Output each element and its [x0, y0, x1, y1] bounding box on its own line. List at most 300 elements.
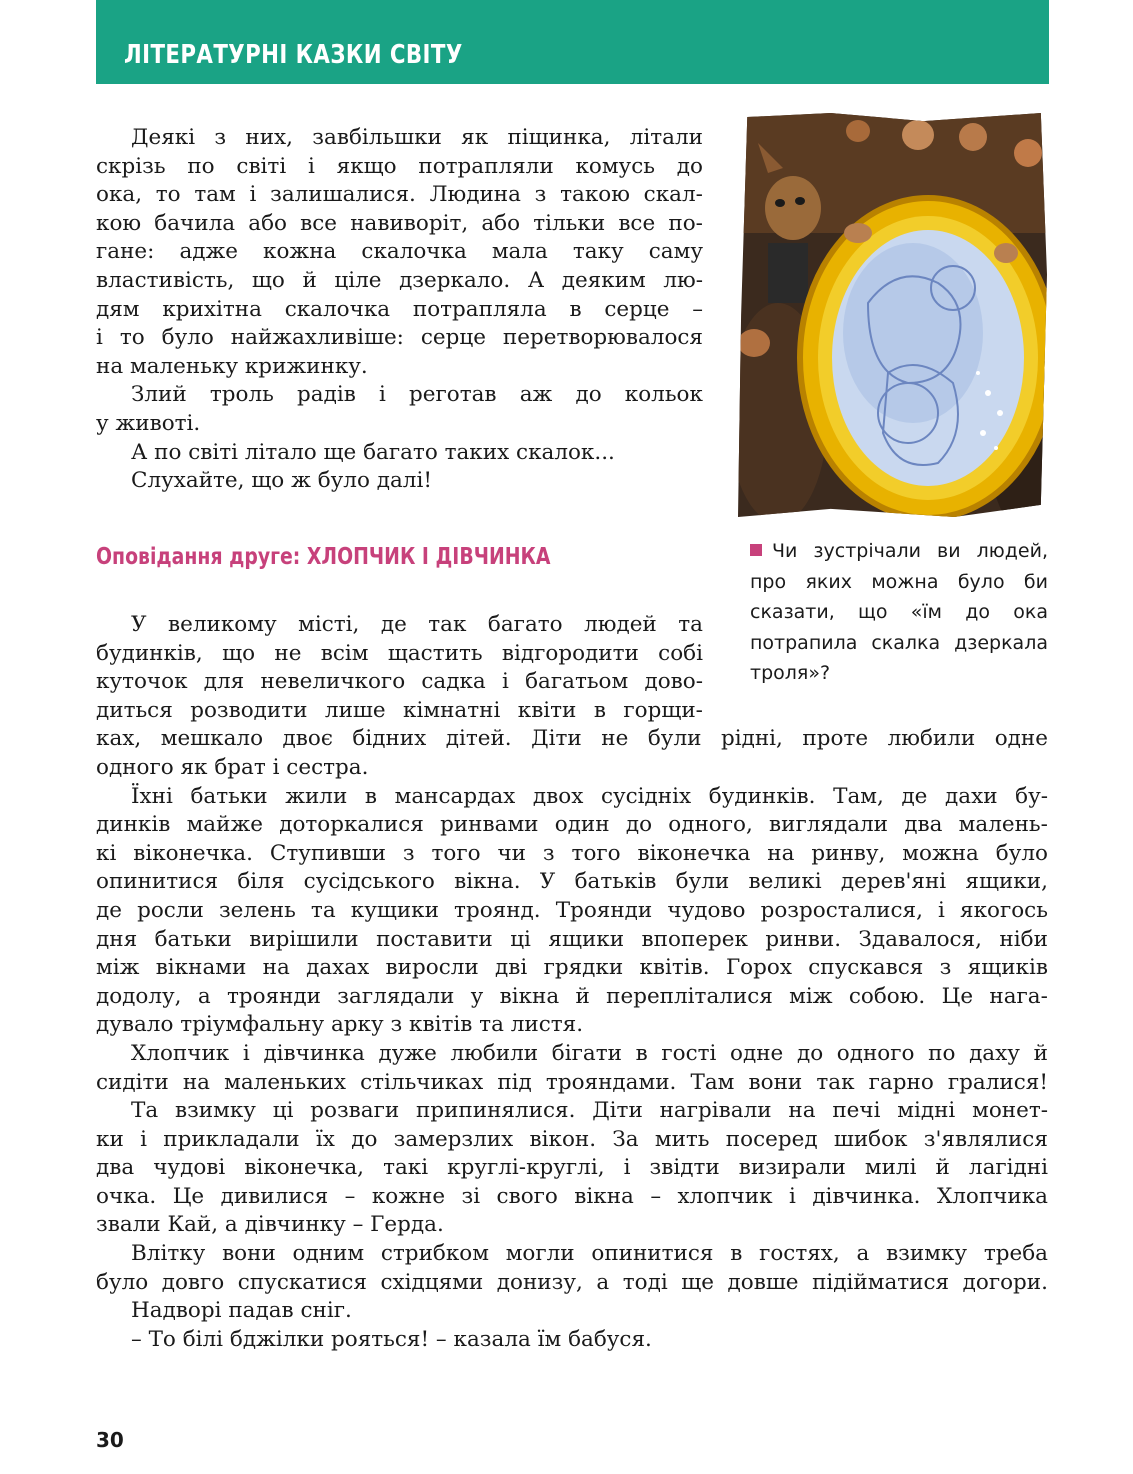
text-line — [96, 954, 1048, 983]
word: з — [542, 840, 555, 866]
word: двох — [532, 783, 584, 809]
word: розросталися, — [760, 897, 923, 923]
word: гарно — [868, 1069, 934, 1095]
word: дивилися — [220, 1183, 329, 1209]
word: кольок — [624, 382, 703, 408]
text-line — [96, 1040, 1048, 1069]
text-line — [96, 783, 1048, 812]
word: сусідського — [303, 869, 435, 895]
troll-mirror-illustration — [738, 113, 1047, 517]
text-line — [96, 840, 1048, 869]
word: монет- — [972, 1098, 1048, 1124]
word: вирішили — [249, 926, 359, 952]
word: і — [623, 1155, 631, 1181]
word: будинків. — [708, 783, 816, 809]
word: Хлопчик — [131, 1040, 230, 1066]
word: що — [222, 640, 256, 666]
word: Там, — [833, 783, 884, 809]
word: завбільшки — [312, 125, 442, 150]
word: мансардах — [394, 783, 516, 809]
word: багатьом — [525, 669, 629, 695]
word: таку — [572, 239, 624, 265]
word: вони — [748, 1069, 803, 1095]
text-line — [96, 1154, 1048, 1183]
word: маленьких — [224, 1069, 346, 1095]
word: в — [635, 1040, 648, 1066]
word: ящиків — [967, 955, 1048, 981]
word: багато — [487, 612, 563, 637]
text-line — [96, 754, 1048, 783]
line-text: дувало тріумфальну арку з квітів та листя. — [96, 1012, 584, 1038]
word: на — [767, 840, 795, 866]
word: любили — [887, 726, 976, 752]
word: рідні, — [720, 726, 783, 752]
text-line — [96, 897, 1048, 926]
word: ока, — [96, 182, 143, 208]
word: адже — [179, 239, 238, 265]
word: квіти — [517, 697, 577, 723]
word: лагідні — [968, 1155, 1048, 1181]
word: – — [692, 296, 703, 322]
word: між — [789, 983, 833, 1009]
text-line — [96, 697, 703, 726]
word: вікна — [499, 983, 560, 1009]
word: вікнами — [155, 955, 247, 981]
word: Ступивши — [269, 840, 386, 866]
text-line — [96, 124, 703, 153]
word: і — [501, 669, 509, 695]
word: на — [788, 1098, 816, 1124]
word: вікна — [574, 1183, 634, 1209]
word: розваги — [310, 1098, 400, 1124]
word: дівчинка. — [812, 1183, 921, 1209]
word: сидіти — [96, 1069, 169, 1095]
text-line — [96, 1011, 1048, 1040]
word: дям — [96, 296, 140, 322]
word: трояндами. — [545, 1069, 677, 1095]
line-text: – То білі бджілки рояться! – казала їм бабуся. — [131, 1326, 652, 1352]
word: Це — [941, 983, 974, 1009]
word: чудово — [667, 897, 746, 923]
word: милі — [864, 1155, 917, 1181]
word: саму — [648, 239, 703, 265]
word: ки — [96, 1126, 124, 1152]
word: донизу, — [496, 1269, 583, 1295]
word: виросли — [385, 955, 479, 981]
word: з'являлися — [923, 1126, 1048, 1152]
word: все — [618, 210, 656, 236]
word: одне — [994, 726, 1048, 752]
word: квітів. — [639, 955, 710, 981]
word: Діти — [531, 726, 582, 752]
caption-bullet-square-icon — [750, 544, 762, 556]
word: всім — [320, 640, 369, 666]
line-text: Надворі падав сніг. — [131, 1298, 352, 1324]
word: не — [274, 640, 302, 666]
word: два — [904, 812, 943, 838]
word: розводити — [190, 697, 308, 723]
caption-text: Чи зустрічали ви людей, про яких можна було би сказати, що «їм до ока потрапила скалка дзеркала троля»? — [750, 540, 1048, 684]
line-text: звали Кай, а дівчинку – Герда. — [96, 1212, 444, 1238]
word: ніби — [999, 926, 1048, 952]
word: Горох — [725, 955, 792, 981]
word: були — [675, 869, 730, 895]
word: Їхні — [131, 783, 173, 809]
word: все — [300, 210, 338, 236]
word: За — [612, 1126, 639, 1152]
text-line — [96, 238, 703, 267]
word: біля — [237, 869, 285, 895]
word: ці — [510, 926, 531, 952]
word: того — [571, 840, 621, 866]
word: гості — [661, 1040, 717, 1066]
word: або — [481, 210, 521, 236]
word: бачила — [154, 210, 236, 236]
word: комусь — [575, 153, 655, 179]
word: перетворювалося — [502, 325, 703, 351]
word: скрізь — [96, 153, 166, 179]
word: віконечка. — [133, 840, 253, 866]
word: великому — [168, 612, 277, 637]
word: під — [497, 1069, 532, 1095]
word: доторкалися — [279, 812, 424, 838]
word: де — [901, 783, 928, 809]
word: мешкало — [160, 726, 264, 752]
word: одним — [292, 1241, 365, 1267]
word: невеличкого — [260, 669, 406, 695]
word: нагрівали — [659, 1098, 772, 1124]
word: світі — [236, 153, 287, 179]
word: скалочка — [284, 296, 391, 322]
word: віконечка, — [244, 1155, 365, 1181]
word: прикладали — [163, 1126, 300, 1152]
word: дово- — [644, 669, 703, 695]
text-block-1 — [96, 124, 703, 496]
word: літали — [629, 125, 703, 150]
word: то — [119, 325, 145, 351]
word: віконечка — [637, 840, 751, 866]
word: Троянди — [555, 897, 653, 923]
word: виглядали — [769, 812, 888, 838]
text-line — [96, 410, 703, 439]
section-heading: Оповідання друге: ХЛОПЧИК І ДІВЧИНКА — [96, 544, 551, 570]
word: опинитися — [96, 869, 219, 895]
word: а — [856, 1241, 870, 1267]
word: потрапляли — [418, 153, 554, 179]
word: кімнатні — [403, 697, 501, 723]
line-text: на маленьку крижинку. — [96, 353, 368, 379]
word: додолу, — [96, 983, 182, 1009]
word: такою — [560, 182, 630, 208]
word: них, — [245, 125, 294, 150]
word: грядки — [543, 955, 624, 981]
word: будинків, — [96, 640, 203, 666]
word: У — [539, 869, 556, 895]
word: хлопчик — [677, 1183, 773, 1209]
word: й — [935, 1155, 950, 1181]
text-line — [96, 467, 703, 496]
line-text: Слухайте, що ж було далі! — [131, 468, 432, 494]
word: піщинка, — [507, 125, 611, 150]
text-line — [96, 1326, 1048, 1355]
word: визирали — [738, 1155, 846, 1181]
word: і — [140, 1126, 147, 1152]
word: дерев'яні — [840, 869, 947, 895]
word: ці — [272, 1098, 294, 1124]
word: на — [262, 955, 290, 981]
text-line — [96, 983, 1048, 1012]
word: троянди — [226, 983, 321, 1009]
word: навиворіт, — [350, 210, 469, 236]
word: то — [155, 182, 181, 208]
text-line — [96, 296, 703, 325]
word: з — [214, 125, 227, 150]
word: замерзлих — [393, 1126, 514, 1152]
word: Та — [131, 1098, 159, 1124]
word: і — [96, 325, 103, 351]
word: могли — [505, 1241, 575, 1267]
word: скал- — [643, 182, 703, 208]
word: Діти — [592, 1098, 643, 1124]
word: гане: — [96, 239, 155, 265]
word: так — [816, 1069, 855, 1095]
word: вікон. — [529, 1126, 597, 1152]
word: чудові — [153, 1155, 226, 1181]
word: Там — [690, 1069, 735, 1095]
word: залишалися. — [270, 182, 416, 208]
text-line — [96, 1211, 1048, 1240]
word: малень- — [958, 812, 1048, 838]
word: було — [161, 325, 214, 351]
word: якогось — [960, 897, 1048, 923]
word: мідні — [897, 1098, 956, 1124]
word: лише — [324, 697, 386, 723]
word: найжахливіше: — [230, 325, 404, 351]
word: вони — [222, 1241, 276, 1267]
word: одне — [730, 1040, 784, 1066]
word: або — [248, 210, 287, 236]
word: шибок — [833, 1126, 908, 1152]
word: з — [939, 955, 952, 981]
text-line — [96, 725, 1048, 754]
word: троянд. — [454, 897, 541, 923]
word: з — [402, 840, 415, 866]
word: заглядали — [337, 983, 455, 1009]
word: майже — [186, 812, 263, 838]
text-line — [96, 1297, 1048, 1326]
word: там — [194, 182, 236, 208]
word: бу- — [1015, 783, 1048, 809]
word: зелень — [218, 897, 296, 923]
word: кою — [96, 210, 142, 236]
word: до — [625, 812, 653, 838]
word: взимку — [886, 1241, 968, 1267]
word: звідти — [649, 1155, 720, 1181]
word: якщо — [336, 153, 397, 179]
word: сусідніх — [600, 783, 692, 809]
word: росли — [137, 897, 204, 923]
word: і — [242, 1040, 250, 1066]
text-line — [96, 153, 703, 182]
text-line — [96, 181, 703, 210]
word: У — [131, 612, 147, 637]
word: Це — [172, 1183, 205, 1209]
word: й — [302, 267, 317, 293]
word: в — [569, 296, 582, 322]
text-line — [96, 640, 703, 669]
word: тільки — [533, 210, 606, 236]
word: тоді — [622, 1269, 668, 1295]
word: стрибком — [380, 1241, 489, 1267]
word: довше — [727, 1269, 799, 1295]
word: круглі-круглі, — [447, 1155, 605, 1181]
word: так — [428, 612, 467, 637]
word: гостях, — [759, 1241, 840, 1267]
word: два — [96, 1155, 135, 1181]
word: східцями — [380, 1269, 484, 1295]
word: одного, — [668, 812, 753, 838]
word: і — [378, 382, 386, 408]
word: куточок — [96, 669, 188, 695]
text-line — [96, 1240, 1048, 1269]
word: людей — [584, 612, 657, 637]
word: було — [96, 1269, 149, 1295]
word: бігати — [551, 1040, 622, 1066]
word: до — [676, 153, 703, 179]
line-text: одного як брат і сестра. — [96, 754, 369, 780]
word: батьки — [190, 783, 268, 809]
word: потрапляла — [412, 296, 547, 322]
text-line — [96, 210, 703, 239]
word: Деякі — [131, 125, 196, 150]
word: і — [788, 1183, 796, 1209]
word: Злий — [131, 382, 187, 408]
text-line — [96, 1269, 1048, 1298]
word: й — [575, 983, 590, 1009]
word: дуже — [378, 1040, 437, 1066]
word: перепліталися — [606, 983, 773, 1009]
word: і — [938, 897, 945, 923]
text-line — [96, 1183, 1048, 1212]
word: одного — [836, 1040, 915, 1066]
word: аж — [519, 382, 553, 408]
word: динків — [96, 812, 171, 838]
text-block-2 — [96, 611, 1048, 1354]
word: догори. — [962, 1269, 1048, 1295]
word: спускався — [808, 955, 924, 981]
word: деяким — [561, 267, 646, 293]
word: мала — [491, 239, 548, 265]
word: реготав — [409, 382, 497, 408]
word: та — [310, 897, 336, 923]
word: опинитися — [591, 1241, 714, 1267]
word: дня — [96, 926, 138, 952]
word: великі — [748, 869, 822, 895]
word: дівчинка — [263, 1040, 365, 1066]
word: ринвами — [440, 812, 539, 838]
word: по — [928, 1040, 956, 1066]
page-number: 30 — [96, 1428, 124, 1452]
word: де — [96, 897, 122, 923]
word: садка — [421, 669, 486, 695]
word: ринву, — [811, 840, 886, 866]
word: щастить — [387, 640, 483, 666]
text-line — [96, 267, 703, 296]
text-line — [96, 926, 1048, 955]
word: даху — [969, 1040, 1020, 1066]
word: ящики, — [965, 869, 1048, 895]
running-header-title: ЛІТЕРАТУРНІ КАЗКИ СВІТУ — [124, 40, 463, 70]
word: по — [187, 153, 215, 179]
word: дзеркало. — [399, 267, 511, 293]
text-line — [96, 1069, 1048, 1098]
word: Влітку — [131, 1241, 206, 1267]
word: серце — [420, 325, 486, 351]
word: лю- — [663, 267, 703, 293]
word: властивість, — [96, 267, 235, 293]
word: дві — [495, 955, 528, 981]
text-line — [96, 439, 703, 468]
word: і — [307, 153, 315, 179]
word: батьків — [574, 869, 657, 895]
word: були — [647, 726, 702, 752]
word: по- — [668, 210, 703, 236]
word: де — [380, 612, 407, 637]
word: ящики — [548, 926, 625, 952]
word: ще — [681, 1269, 714, 1295]
text-line — [96, 668, 703, 697]
text-line — [96, 324, 703, 353]
word: в — [364, 783, 378, 809]
word: батьки — [154, 926, 232, 952]
word: бідних — [352, 726, 427, 752]
word: жили — [285, 783, 348, 809]
word: у — [470, 983, 484, 1009]
word: з — [534, 182, 547, 208]
word: радів — [297, 382, 356, 408]
word: дахах — [306, 955, 370, 981]
word: крихітна — [162, 296, 262, 322]
word: ринви. — [765, 926, 842, 952]
word: треба — [983, 1241, 1048, 1267]
word: зі — [461, 1183, 481, 1209]
word: їх — [315, 1126, 335, 1152]
word: – — [650, 1183, 662, 1209]
word: Людина — [429, 182, 521, 208]
word: ціле — [334, 267, 382, 293]
word: припинялися. — [416, 1098, 576, 1124]
text-line — [96, 381, 703, 410]
text-line — [96, 1126, 1048, 1155]
word: до — [575, 382, 602, 408]
word: ках, — [96, 726, 142, 752]
word: двоє — [282, 726, 333, 752]
word: чи — [497, 840, 526, 866]
word: свого — [496, 1183, 558, 1209]
word: для — [203, 669, 245, 695]
text-line — [96, 353, 703, 382]
word: до — [351, 1126, 378, 1152]
word: не — [601, 726, 629, 752]
word: горщи- — [623, 697, 703, 723]
word: взимку — [174, 1098, 256, 1124]
word: між — [96, 955, 140, 981]
word: й — [1033, 1040, 1048, 1066]
word: нага- — [989, 983, 1048, 1009]
word: довго — [161, 1269, 225, 1295]
word: кожна — [263, 239, 337, 265]
word: можна — [902, 840, 979, 866]
